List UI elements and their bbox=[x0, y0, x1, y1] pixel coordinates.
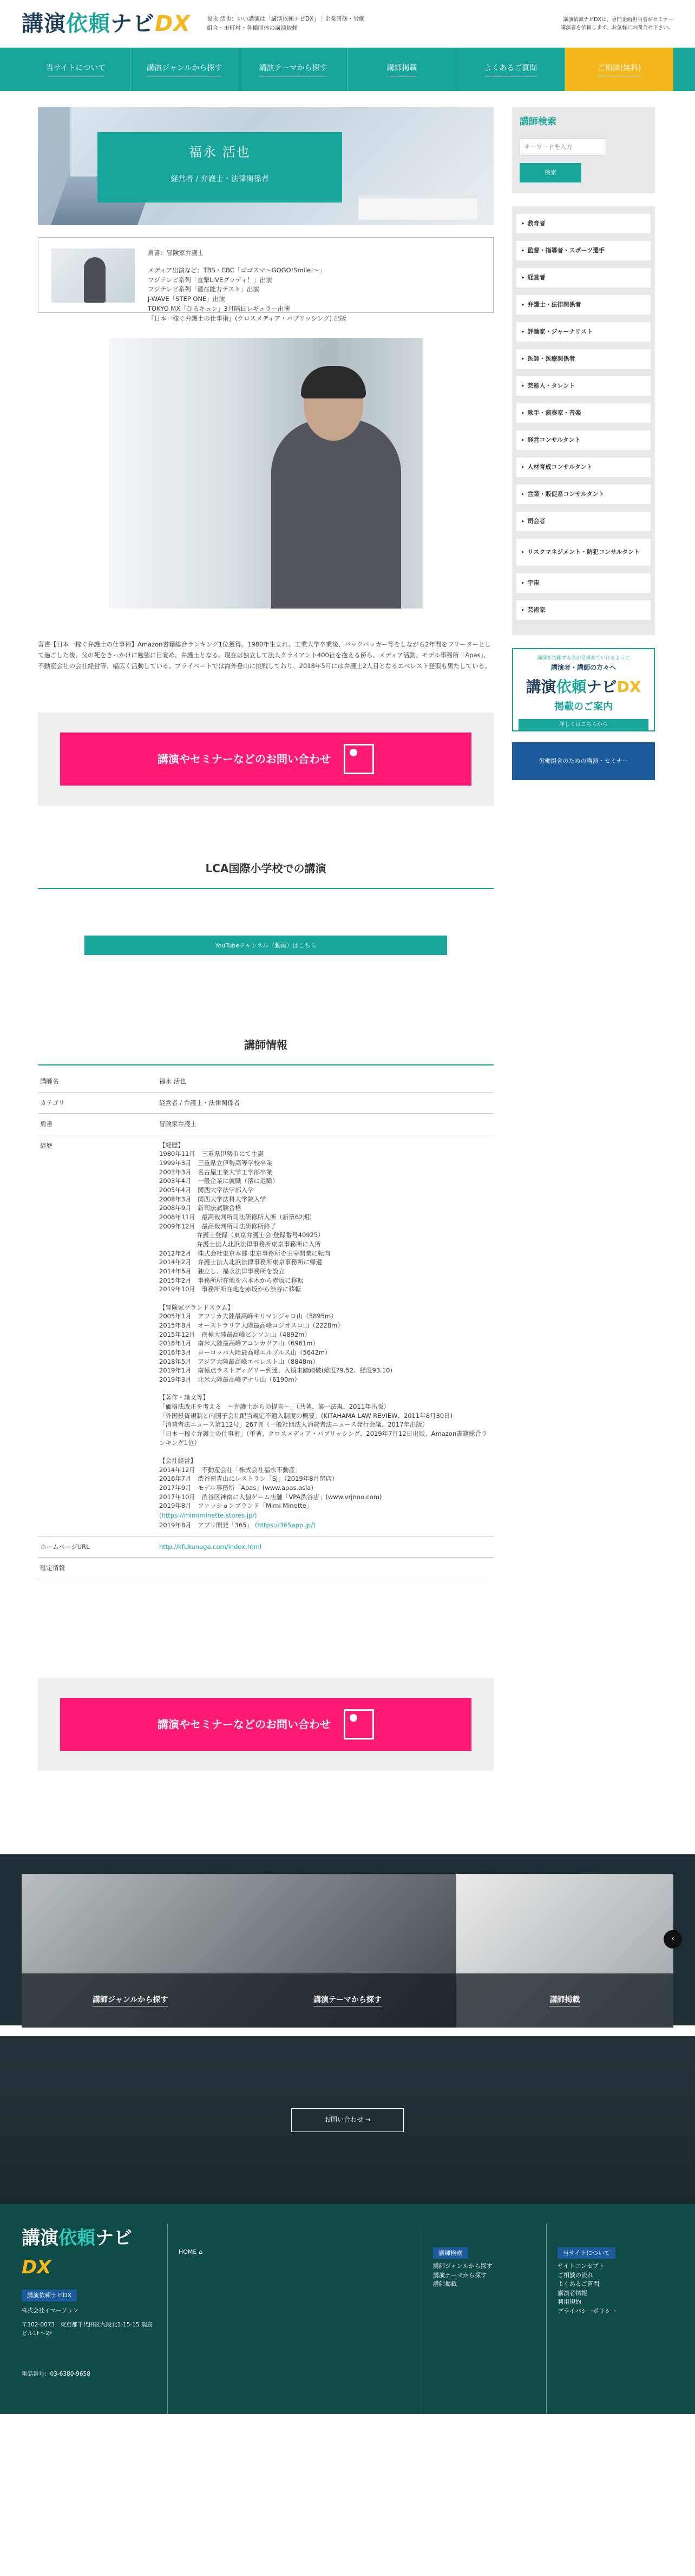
category-item[interactable]: ▸ 経営者 bbox=[516, 268, 651, 287]
footer-tel: 電話番号：03-6380-9658 bbox=[22, 2371, 90, 2378]
profile-line: 肩書：冒険家弁護士 bbox=[148, 249, 204, 257]
footer-logo[interactable]: 講演依頼ナビDX bbox=[22, 2227, 132, 2279]
career-text: 2019年8月 アプリ開発「365」 bbox=[159, 1521, 253, 1529]
nav-listing[interactable] bbox=[348, 48, 456, 91]
footer-link[interactable]: ご相談の流れ bbox=[558, 2271, 593, 2279]
career-text: 【経歴】 1980年11月 三重県伊勢市にて生誕 1999年3月 三重県立伊勢高等学校卒業 2003年3月 名古屋工業大学工学部卒業 2003年4月 一般企業に就職（落に退職） 2005年4月 関西大学法学部入学 2008年3月 関西大学法科大学院入学 2008年9月 新司法試験合格 2008年11月 最高裁判所司法研修所入所（新第62期） 2009年12月 最高裁判所司法研修所終了 弁護士登録（東京弁護士会·登録番号40925） 弁護士法人北浜法律事務所東京事務所に入所 2012年2月 株式会社東京本部·東京事務所を主宰開業に転向 2014年2月 弁護士法人北浜法律事務所東京事務所に帰還 2014年5月 独立し、福永法律事務所を設立 2015年2月 事務所所在地を六本木から赤坂に移転 2019年10月 事務所所在地を赤坂から渋谷に移転 【冒険家グランドスラム】 2005年1月 アフリカ大陸最高峰キリマンジャロ山（5895m） 2015年8月 オーストラリア大陸最高峰コジオスコ山（2228m） 2015年12月 南極大陸最高峰ビンソン山（4892m） 2016年1月 南米大陸最高峰アコンカグア山（6961m） 2016年3月 ヨーロッパ大陸最高峰エルブルス山（5642m） 2018年5月 アジア大陸最高峰エベレスト山（8848m） 2019年1月 南極点ラストディグリー到達、入植未踏踏破(緯度?9.52、経度93.10) 2019年3月 北米大陸最高峰デナリ山（6190m） 【著作・論文等】 「価格法改正を考える 〜弁護士からの提言〜」（共著、第一法規、2011年出版） 「外国投資規制と内国子会社配当規定不適入制度の概要」(KITAHAMA LAW REVIEW、2011年8月30日) 「消費者法ニュース第112号」267頁（一般社団法人消費者法ニュース発行会議、2017年出版） 「日本一稼ぐ弁護士の仕事術」（単著、クロスメディア・パブリッシング、2019年7月12日出版、Amazon書籍総合ランキング1位） 【会社経営】 2014年12月 不動産会社「株式会社福永不動産」 2016年7月 渋谷南青山にレストラン「Sj」（2019年8月閉店） 2017年9月 モデル事務所「Apas」(www.apas.asia) 2017年10月 渋谷区神南に人狼ゲーム店舗「VPA渋谷店」(www.vrjnno.com) 2019年8月 ファッションブランド「Mimi Minette」 bbox=[159, 1141, 488, 1510]
row-value bbox=[157, 1558, 494, 1579]
profile-line: フジテレビ系列「直撃LIVEグッディ！」出演 bbox=[148, 276, 272, 284]
footer-home-col bbox=[168, 2224, 422, 2414]
footer-heading: 講師検索 bbox=[433, 2247, 468, 2259]
footer-badge: 講演依頼ナビDX bbox=[22, 2290, 77, 2302]
category-item[interactable]: ▸ 歌手・演奏家・音楽 bbox=[516, 403, 651, 423]
category-item[interactable]: ▸ 人材育成コンサルタント bbox=[516, 457, 651, 477]
category-item[interactable]: ▸ 芸能人・タレント bbox=[516, 376, 651, 396]
home-label: HOME bbox=[179, 2248, 197, 2255]
row-value: 福永 活也 bbox=[157, 1071, 494, 1092]
table-row bbox=[38, 1558, 494, 1579]
category-list bbox=[512, 206, 655, 635]
category-item[interactable]: ▸ 経営コンサルタント bbox=[516, 430, 651, 450]
row-key: 肩書 bbox=[38, 1114, 157, 1135]
contact-button[interactable]: お問い合わせ → bbox=[291, 2108, 404, 2132]
banner-text: 掲載のご案内 bbox=[554, 701, 613, 712]
tile-label: 講師ジャンルから探す bbox=[93, 1994, 168, 2006]
profile-box bbox=[38, 237, 494, 322]
banner-button[interactable]: 詳しくはこちらから bbox=[519, 719, 648, 731]
row-key: 確定情報 bbox=[38, 1558, 157, 1579]
logo-text-3: ナビ bbox=[110, 11, 155, 36]
nav-tiles bbox=[0, 1854, 695, 2025]
category-item[interactable]: ▸ 司会者 bbox=[516, 512, 651, 531]
category-item[interactable]: ▸ 弁護士・法律関係者 bbox=[516, 295, 651, 315]
category-item[interactable]: ▸ 医師・医療関係者 bbox=[516, 349, 651, 369]
site-logo[interactable] bbox=[22, 6, 191, 41]
sidebar bbox=[512, 107, 655, 1579]
footer-search-col bbox=[422, 2224, 547, 2414]
presenter-icon bbox=[344, 1709, 374, 1740]
career-link[interactable]: (https://365app.jp/) bbox=[254, 1521, 316, 1529]
table-row bbox=[38, 1071, 494, 1092]
footer-link[interactable]: 講演者情報 bbox=[558, 2289, 587, 2297]
footer-company-name: 株式会社イマージョン bbox=[22, 2307, 78, 2315]
inquiry-button-bottom[interactable] bbox=[60, 1698, 471, 1751]
profile-line: メディア出演など：TBS・CBC「ゴゴスマ〜GOGO!Smile!〜」 bbox=[148, 266, 326, 274]
contact-band bbox=[0, 2036, 695, 2204]
career-link[interactable]: (https://mimiminette.stores.jp/) bbox=[159, 1512, 257, 1520]
banner-logo: 講演依頼ナビDX bbox=[526, 677, 641, 696]
tile-theme[interactable] bbox=[239, 1874, 456, 2028]
lecturer-photo bbox=[109, 338, 423, 609]
presenter-icon bbox=[344, 744, 374, 774]
cta-section bbox=[38, 712, 494, 806]
lecturer-bio: 著書【日本一稼ぐ弁護士の仕事術】Amazon書籍総合ランキング1位獲得。1980年生まれ。工業大学卒業後、バックパッカー等をしながら2年間をフリーターとして過ごした後、父の死をきっかけに勉強に目覚め、弁護士となる。現在は独立して法人クライアント400社を抱える傍ら、メディア活動、モデル事務所「Apas」、不動産会社の会社経営等、幅広く活動している。プライベートでは海外登山に挑戦しており、2018年5月には弁護士2人目となるエベレスト登頂も果たしている。 bbox=[38, 640, 491, 670]
site-header bbox=[0, 0, 695, 48]
category-item[interactable]: ▸ 監督・指導者・スポーツ選手 bbox=[516, 241, 651, 260]
lecturer-role: 経営者 / 弁護士・法律関係者 bbox=[171, 175, 269, 184]
school-section-heading: LCA国際小学校での講演 bbox=[38, 860, 494, 889]
category-item[interactable]: ▸ 教育者 bbox=[516, 214, 651, 233]
homepage-link[interactable]: http://kfukunaga.com/index.html bbox=[159, 1542, 261, 1551]
footer-link[interactable]: 講演テーマから探す bbox=[433, 2271, 487, 2279]
row-value: 冒険家弁護士 bbox=[157, 1114, 494, 1135]
search-box bbox=[512, 107, 655, 193]
nav-faq[interactable] bbox=[456, 48, 565, 91]
footer-link[interactable]: サイトコンセプト bbox=[558, 2263, 605, 2270]
main-nav bbox=[0, 48, 695, 91]
footer-link[interactable]: 講師掲載 bbox=[433, 2280, 457, 2288]
nav-label: 講演テーマから探す bbox=[259, 62, 327, 76]
inquiry-button-label: 講演やセミナーなどのお問い合わせ bbox=[158, 753, 331, 766]
nav-label: 当サイトについて bbox=[46, 62, 106, 76]
nav-label: ご相談(無料) bbox=[598, 62, 641, 76]
footer-link[interactable]: プライバシーポリシー bbox=[558, 2307, 617, 2315]
table-row bbox=[38, 1114, 494, 1135]
row-value: 経営者 / 弁護士・法律関係者 bbox=[157, 1092, 494, 1113]
footer-link[interactable]: 利用規約 bbox=[558, 2298, 581, 2306]
nav-genre[interactable] bbox=[130, 48, 239, 91]
inquiry-button-label: 講演やセミナーなどのお問い合わせ bbox=[158, 1717, 331, 1731]
house-icon: ⌂ bbox=[199, 2248, 203, 2255]
footer-company bbox=[22, 2224, 168, 2414]
row-key: 講師名 bbox=[38, 1071, 157, 1092]
nav-label: 講演ジャンルから探す bbox=[147, 62, 222, 76]
banner-text: 講演を依頼する者が見極めていけるように bbox=[537, 656, 630, 662]
hero-banner bbox=[38, 107, 494, 225]
banner-text: 講演者・講師の方々へ bbox=[550, 663, 616, 671]
nav-theme[interactable] bbox=[239, 48, 348, 91]
tile-label: 講演テーマから探す bbox=[313, 1994, 382, 2006]
row-key: 経歴 bbox=[38, 1135, 157, 1536]
bottom-cta-section bbox=[38, 1678, 494, 1771]
nav-contact-button[interactable] bbox=[565, 48, 673, 91]
listing-banner[interactable] bbox=[512, 648, 655, 731]
search-input[interactable] bbox=[520, 138, 606, 155]
logo-text-1: 講演 bbox=[22, 11, 66, 36]
nav-label: よくあるご質問 bbox=[484, 62, 537, 76]
lecturer-name: 福永 活也 bbox=[189, 145, 251, 160]
profile-line: フジテレビ系列「潜在能力テスト」出演 bbox=[148, 285, 259, 293]
category-item[interactable]: ▸ 宇宙 bbox=[516, 573, 651, 593]
footer-about-col bbox=[547, 2224, 617, 2414]
table-row bbox=[38, 1536, 494, 1557]
hero-papers-image bbox=[358, 198, 477, 220]
profile-thumbnail bbox=[51, 249, 135, 303]
scroll-arrow-icon[interactable]: ‹ bbox=[664, 1930, 682, 1949]
tile-label: 講師掲載 bbox=[549, 1994, 580, 2006]
footer-address: 〒102-0073 東京都千代田区九段北1-15-15 瑞鳥ビル1F〜2F bbox=[22, 2321, 153, 2337]
search-title: 講師検索 bbox=[520, 116, 556, 127]
profile-line: J-WAVE「STEP ONE」出演 bbox=[148, 295, 225, 303]
tile-listing[interactable] bbox=[456, 1874, 673, 2028]
logo-text-2: 依頼 bbox=[66, 11, 110, 36]
nav-label: 講師掲載 bbox=[386, 62, 417, 76]
profile-line: TOKYO MX「ひるキュン」3月隔日レギュラー出演 bbox=[148, 305, 290, 313]
hero-name-card bbox=[97, 132, 342, 202]
row-key: ホームページURL bbox=[38, 1536, 157, 1557]
category-item[interactable]: ▸ リスクマネジメント・防犯コンサルタント bbox=[516, 539, 651, 566]
youtube-button[interactable]: YouTubeチャンネル（動画）はこちら bbox=[84, 936, 447, 955]
footer-home-link[interactable] bbox=[179, 2247, 411, 2257]
footer-heading: 当サイトについて bbox=[558, 2247, 615, 2259]
footer-link[interactable]: よくあるご質問 bbox=[558, 2280, 599, 2288]
category-item[interactable]: ▸ 営業・販促系コンサルタント bbox=[516, 485, 651, 504]
profile-text bbox=[148, 249, 346, 322]
logo-text-4: DX bbox=[155, 11, 191, 36]
lecturer-info-table bbox=[38, 1071, 494, 1579]
site-footer bbox=[0, 2204, 695, 2414]
profile-line: 『日本一稼ぐ弁護士の仕事術』(クロスメディア・パブリッシング) 出版 bbox=[148, 314, 346, 322]
category-item[interactable]: ▸ 芸術家 bbox=[516, 600, 651, 620]
category-item[interactable]: ▸ 評論家・ジャーナリスト bbox=[516, 322, 651, 342]
photo-figure-body bbox=[271, 419, 401, 609]
search-button[interactable]: 検索 bbox=[520, 163, 581, 182]
header-description: 講演依頼ナビDXは、専門企画担当者がセミナー講演者を依頼します。お気軽にお問合せ下さい。 bbox=[560, 16, 673, 31]
inquiry-button[interactable] bbox=[60, 733, 471, 786]
labor-union-button[interactable]: 労働組合のための講演・セミナー bbox=[512, 742, 655, 780]
table-row bbox=[38, 1135, 494, 1536]
main-content bbox=[38, 107, 494, 1579]
career-cell bbox=[157, 1135, 494, 1536]
tile-genre[interactable] bbox=[22, 1874, 239, 2028]
site-tagline: 福永 活也：いい講演は「講演依頼ナビDX」｜企業研修・労働組合・市町村・各種団体の講演依頼 bbox=[207, 16, 365, 31]
photo-figure-hair bbox=[301, 366, 366, 398]
footer-link[interactable]: 講師ジャンルから探す bbox=[433, 2263, 493, 2270]
row-key: カテゴリ bbox=[38, 1092, 157, 1113]
nav-about[interactable] bbox=[22, 48, 130, 91]
info-section-heading: 講師情報 bbox=[38, 1036, 494, 1065]
table-row bbox=[38, 1092, 494, 1113]
